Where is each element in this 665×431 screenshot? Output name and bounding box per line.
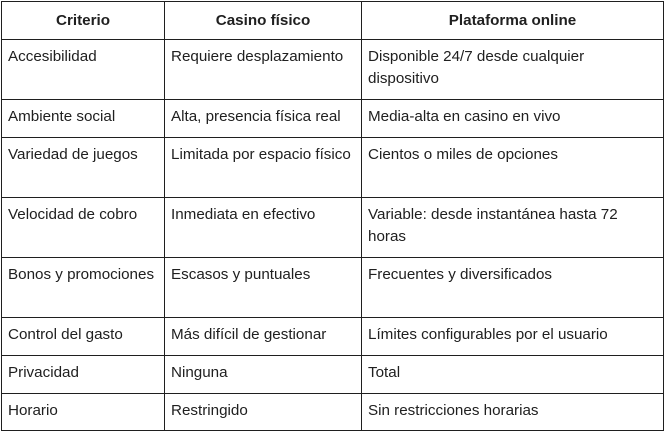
table-cell: Media-alta en casino en vivo	[362, 100, 664, 138]
table-cell: Más difícil de gestionar	[165, 318, 362, 356]
table-cell: Control del gasto	[2, 318, 165, 356]
table-cell: Cientos o miles de opciones	[362, 138, 664, 198]
comparison-table	[1, 1, 664, 431]
table-row	[2, 198, 664, 258]
table-cell: Total	[362, 356, 664, 394]
header-row	[2, 2, 664, 40]
table-row	[2, 356, 664, 394]
table-cell: Escasos y puntuales	[165, 258, 362, 318]
table-cell: Variable: desde instantánea hasta 72 horas	[362, 198, 664, 258]
table-cell: Ninguna	[165, 356, 362, 394]
table-cell: Horario	[2, 394, 165, 431]
table-row	[2, 318, 664, 356]
table-header	[2, 2, 664, 40]
table-cell: Ambiente social	[2, 100, 165, 138]
table-cell: Velocidad de cobro	[2, 198, 165, 258]
table-row	[2, 138, 664, 198]
table-cell: Bonos y promociones	[2, 258, 165, 318]
table-row	[2, 100, 664, 138]
table-row	[2, 394, 664, 431]
table-cell: Requiere desplazamiento	[165, 40, 362, 100]
table-cell: Restringido	[165, 394, 362, 431]
table-cell: Disponible 24/7 desde cualquier dispositivo	[362, 40, 664, 100]
header-criterio: Criterio	[2, 2, 165, 40]
header-plataforma-online: Plataforma online	[362, 2, 664, 40]
table-body	[2, 40, 664, 431]
table-cell: Sin restricciones horarias	[362, 394, 664, 431]
table-cell: Limitada por espacio físico	[165, 138, 362, 198]
table-cell: Límites configurables por el usuario	[362, 318, 664, 356]
table-cell: Frecuentes y diversificados	[362, 258, 664, 318]
table-cell: Inmediata en efectivo	[165, 198, 362, 258]
table-row	[2, 40, 664, 100]
table-cell: Accesibilidad	[2, 40, 165, 100]
table-cell: Variedad de juegos	[2, 138, 165, 198]
table-cell: Alta, presencia física real	[165, 100, 362, 138]
table-cell: Privacidad	[2, 356, 165, 394]
table-row	[2, 258, 664, 318]
header-casino-fisico: Casino físico	[165, 2, 362, 40]
